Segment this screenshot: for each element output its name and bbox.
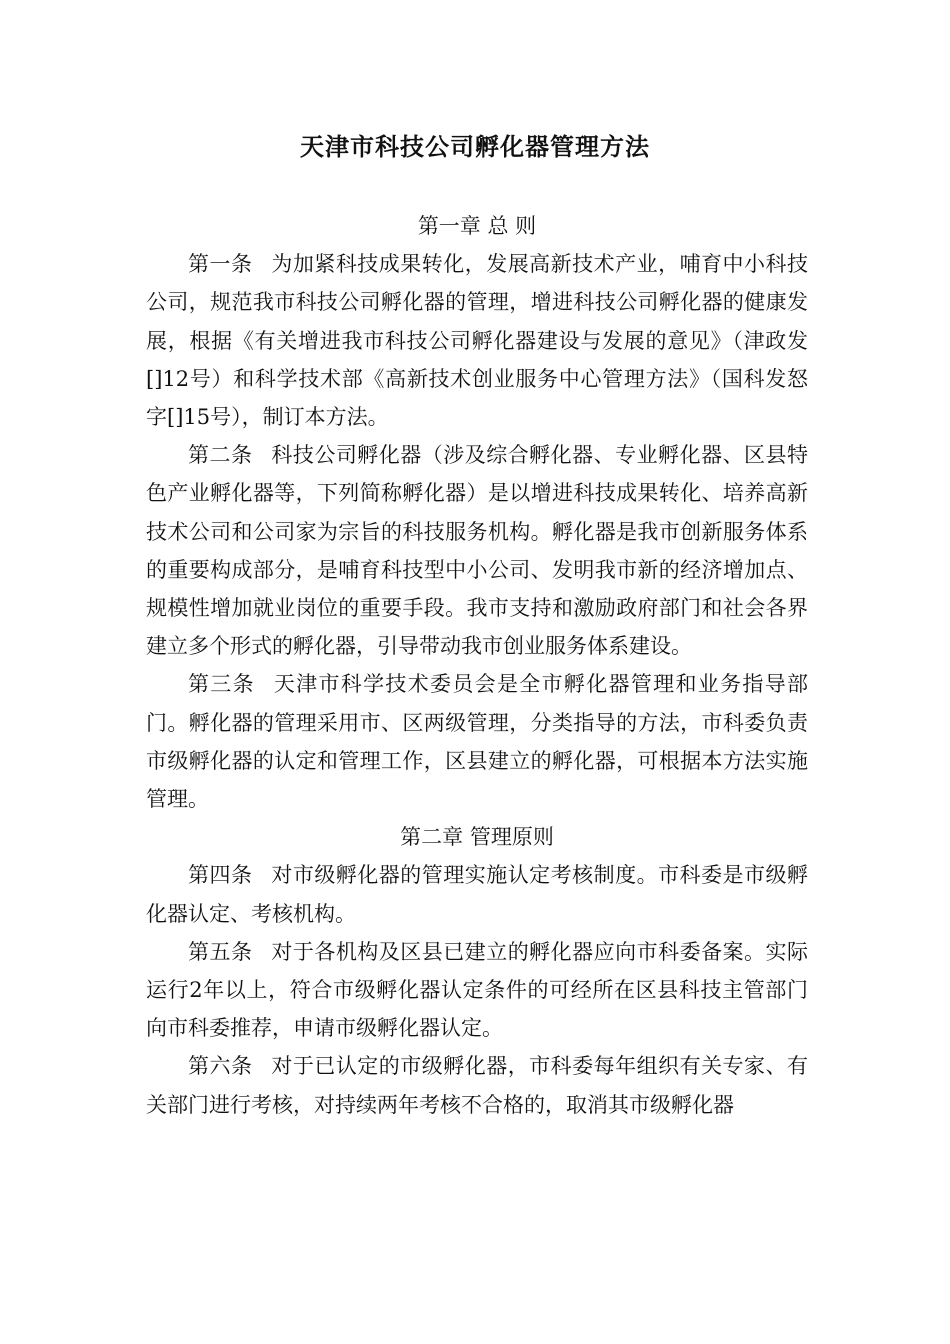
article-text: 科技公司孵化器（涉及综合孵化器、专业孵化器、区县特色产业孵化器等，下列简称孵化器）是以增进科技成果转化、培养高新技术公司和公司家为宗旨的科技服务机构。孵化器是我市创新服务体系的重要构成部分，是哺育科技型中小公司、发明我市新的经济增加点、规模性增加就业岗位的重要手段。我市支持和激励政府部门和社会各界建立多个形式的孵化器，引导带动我市创业服务体系建设。 (146, 443, 809, 659)
article-6 (146, 1047, 808, 1123)
document-title: 天津市科技公司孵化器管理方法 (300, 133, 650, 161)
article-1 (146, 245, 808, 436)
article-text: 对市级孵化器的管理实施认定考核制度。市科委是市级孵化器认定、考核机构。 (146, 863, 809, 926)
chapter-heading: 第二章 管理原则 (400, 825, 554, 850)
article-4 (146, 856, 808, 932)
document-body (146, 207, 808, 1124)
article-5 (146, 933, 808, 1048)
chapter-heading: 第一章 总 则 (417, 214, 537, 238)
article-number: 第六条 (188, 1054, 253, 1079)
article-2 (146, 436, 808, 665)
article-3 (146, 665, 808, 818)
article-text: 对于已认定的市级孵化器，市科委每年组织有关专家、有关部门进行考核，对持续两年考核不合格的，取消其市级孵化器 (146, 1054, 809, 1117)
article-number: 第二条 (188, 443, 253, 468)
article-text: 为加紧科技成果转化，发展高新技术产业，哺育中小科技公司，规范我市科技公司孵化器的管理，增进科技公司孵化器的健康发展，根据《有关增进我市科技公司孵化器建设与发展的意见》（津政发[]12号）和科学技术部《高新技术创业服务中心管理方法》（国科发怒字[]15号），制订本方法。 (146, 252, 809, 430)
article-number: 第四条 (188, 863, 253, 888)
article-number: 第三条 (188, 672, 255, 697)
article-text: 对于各机构及区县已建立的孵化器应向市科委备案。实际运行2年以上，符合市级孵化器认定条件的可经所在区县科技主管部门向市科委推荐，申请市级孵化器认定。 (146, 939, 809, 1041)
article-text: 天津市科学技术委员会是全市孵化器管理和业务指导部门。孵化器的管理采用市、区两级管理，分类指导的方法，市科委负责市级孵化器的认定和管理工作，区县建立的孵化器，可根据本方法实施管理。 (146, 672, 808, 812)
article-number: 第五条 (188, 939, 253, 964)
article-number: 第一条 (188, 252, 253, 277)
